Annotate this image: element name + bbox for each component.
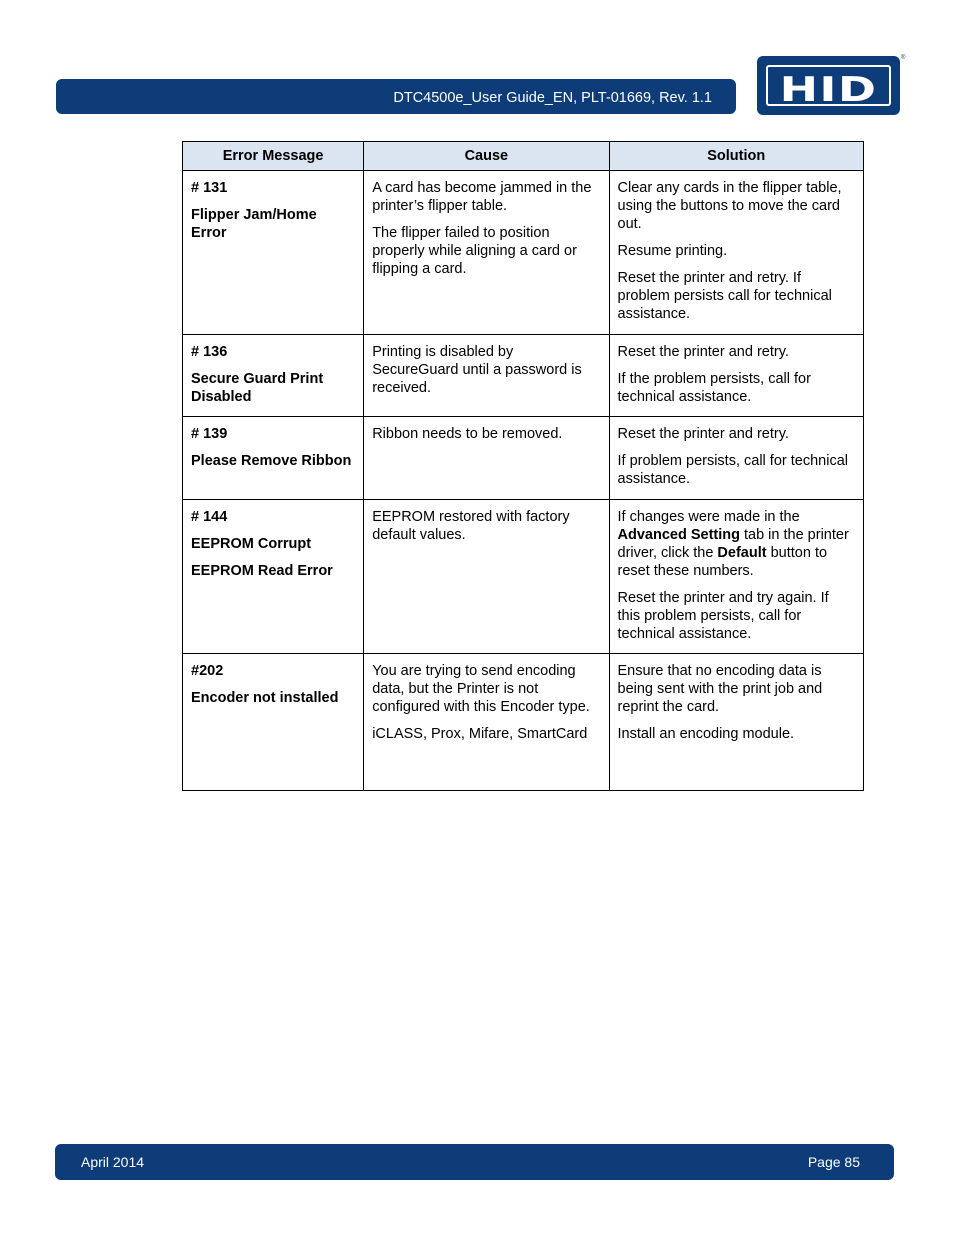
cause-cell (364, 335, 609, 417)
solution-text-part: button to reset these numbers. (617, 545, 828, 579)
solution-text: Clear any cards in the flipper table, using the buttons to move the card out. (617, 180, 842, 232)
error-code: # 139 (191, 426, 228, 442)
error-code: # 131 (191, 180, 228, 196)
solution-text: Reset the printer and retry. (617, 344, 789, 360)
cause-text: A card has become jammed in the printer’s flipper table. (372, 180, 592, 214)
cause-cell (364, 500, 609, 654)
error-name: EEPROM Corrupt (191, 536, 312, 552)
table-row (183, 171, 864, 335)
error-name: EEPROM Read Error (191, 563, 333, 579)
cause-text: EEPROM restored with factory default values. (372, 509, 570, 543)
error-message-cell (183, 417, 364, 500)
solution-text: Reset the printer and try again. If this problem persists, call for technical assistance. (617, 590, 829, 642)
footer-date: April 2014 (81, 1154, 145, 1170)
error-code: #202 (191, 663, 224, 679)
cause-text: Ribbon needs to be removed. (372, 426, 563, 442)
error-message-cell (183, 171, 364, 335)
error-code: # 136 (191, 344, 228, 360)
registered-mark: ® (901, 55, 906, 61)
logo-text: HID (779, 70, 878, 110)
header-bar (56, 79, 736, 114)
solution-text (618, 508, 856, 580)
page-number: Page 85 (807, 1154, 860, 1170)
solution-cell (609, 654, 864, 791)
cause-cell (364, 171, 609, 335)
cause-cell (364, 417, 609, 500)
error-name: Please Remove Ribbon (191, 453, 352, 469)
solution-text: Ensure that no encoding data is being sent with the print job and reprint the card. (617, 663, 823, 715)
table-row (183, 417, 864, 500)
solution-cell (609, 417, 864, 500)
document-title: DTC4500e_User Guide_EN, PLT-01669, Rev. 1.1 (393, 90, 712, 106)
solution-text-part: tab in the printer driver, click the (617, 527, 849, 561)
solution-text: Reset the printer and retry. If problem persists call for technical assistance. (617, 270, 832, 322)
error-message-cell (183, 500, 364, 654)
solution-cell (609, 335, 864, 417)
error-name: Flipper Jam/Home Error (191, 207, 317, 241)
column-header-error-message: Error Message (183, 142, 364, 171)
cause-text: The flipper failed to position properly while aligning a card or flipping a card. (372, 225, 577, 277)
table-row (183, 500, 864, 654)
solution-cell (609, 500, 864, 654)
error-name: Secure Guard Print Disabled (191, 371, 324, 405)
hid-logo (757, 56, 900, 115)
solution-text: If problem persists, call for technical assistance. (617, 453, 848, 487)
default-term: Default (717, 545, 767, 561)
error-message-cell (183, 654, 364, 791)
solution-text: Reset the printer and retry. (617, 426, 789, 442)
table-header-row (183, 142, 864, 171)
error-code: # 144 (191, 509, 228, 525)
cause-text: Printing is disabled by SecureGuard until a password is received. (372, 344, 582, 396)
logo-frame (766, 65, 891, 110)
column-header-solution: Solution (609, 142, 864, 171)
footer-bar (55, 1144, 894, 1180)
solution-cell (609, 171, 864, 335)
solution-text: If the problem persists, call for technical assistance. (617, 371, 811, 405)
solution-text: Resume printing. (617, 243, 728, 259)
solution-text-part: If changes were made in the (617, 509, 800, 525)
solution-text: Install an encoding module. (617, 726, 795, 742)
table-row (183, 335, 864, 417)
table-row (183, 654, 864, 791)
error-name: Encoder not installed (191, 690, 339, 706)
advanced-setting-term: Advanced Setting (617, 527, 740, 543)
cause-text: iCLASS, Prox, Mifare, SmartCard (372, 726, 588, 742)
error-message-cell (183, 335, 364, 417)
cause-text: You are trying to send encoding data, but the Printer is not configured with this Encoder type. (372, 663, 590, 715)
cause-cell (364, 654, 609, 791)
error-table (182, 141, 864, 791)
column-header-cause: Cause (364, 142, 609, 171)
